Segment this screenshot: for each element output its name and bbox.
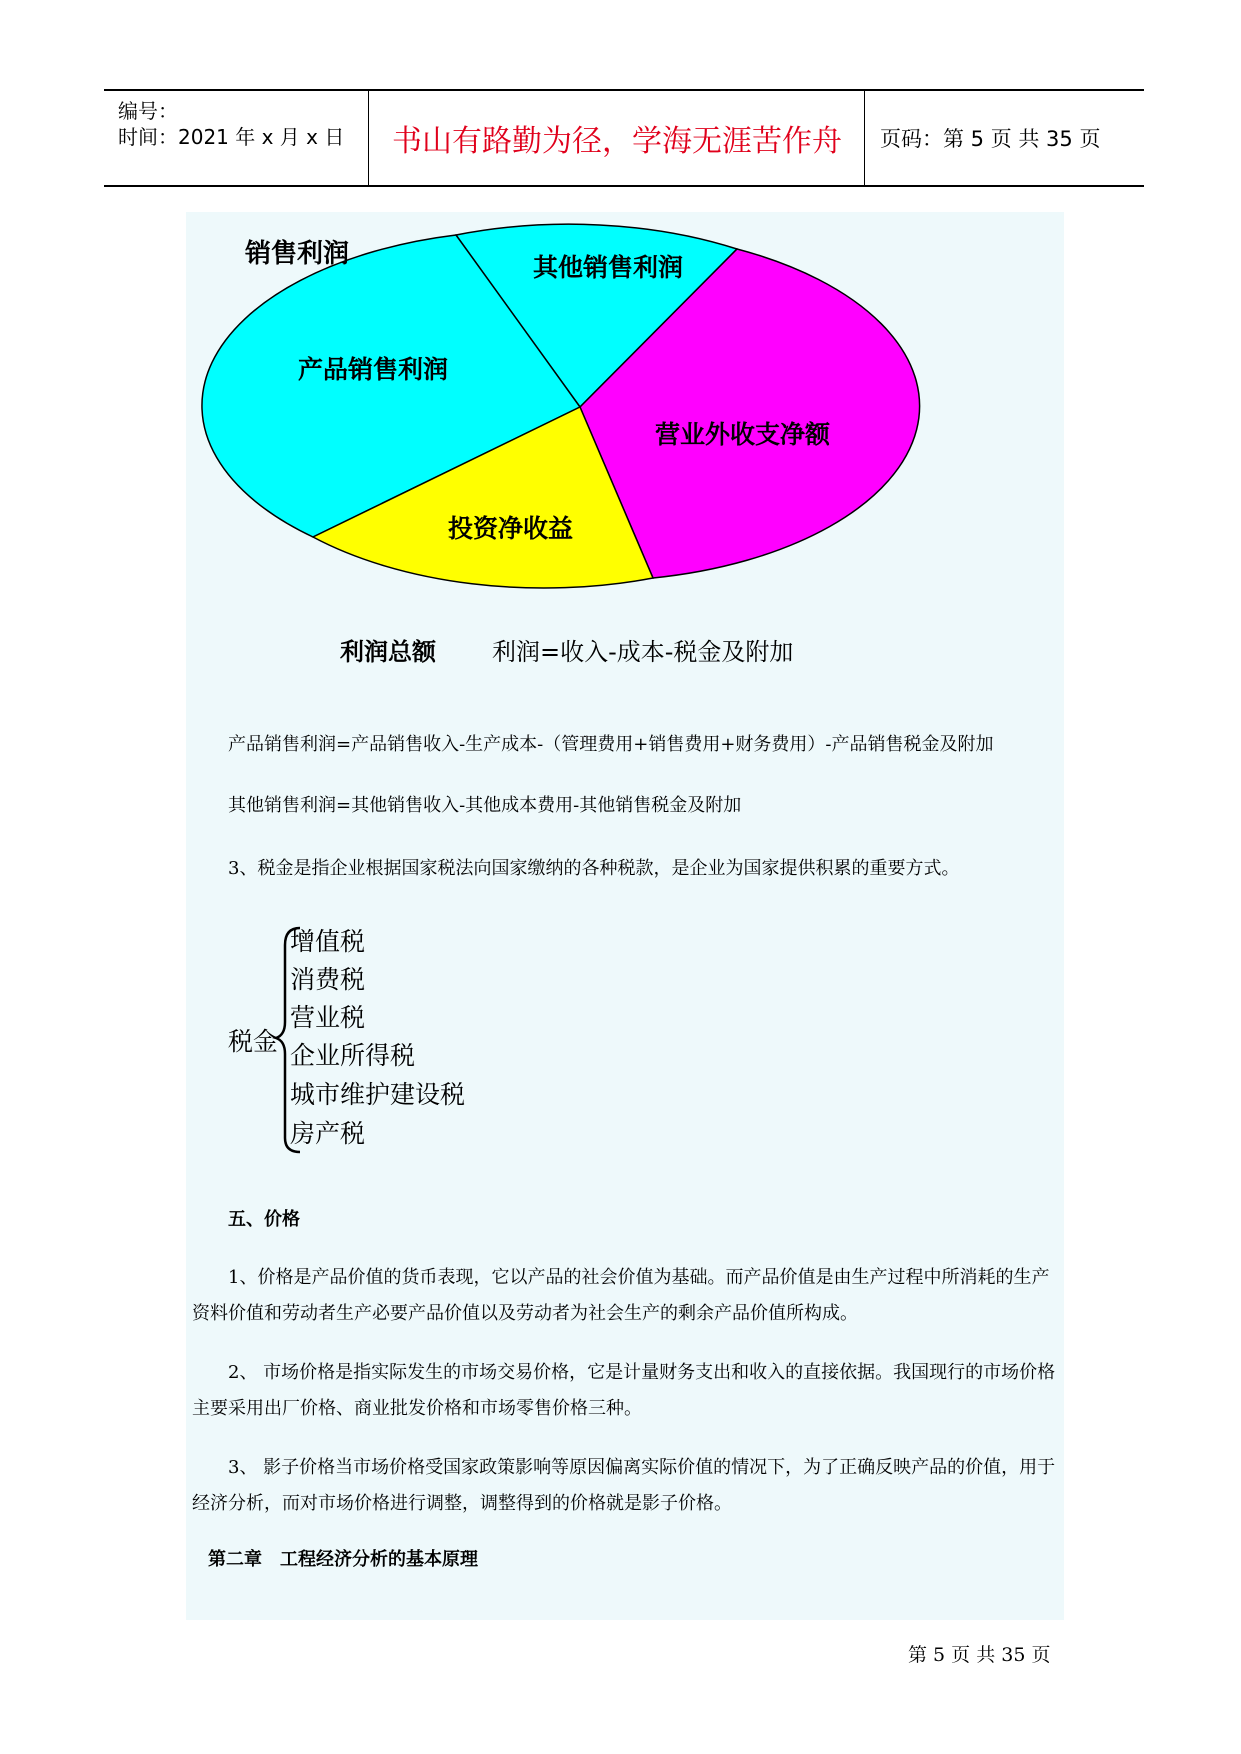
tax-item-property: 房产税 — [290, 1119, 366, 1148]
pie-title: 销售利润 — [245, 239, 350, 269]
pie-total-label: 利润总额 — [340, 638, 436, 666]
header-number: 编号： — [118, 99, 178, 123]
page-footer: 第 5 页 共 35 页 — [908, 1644, 1051, 1666]
pie-label-other-sales: 其他销售利润 — [533, 253, 684, 282]
tax-item-consumption: 消费税 — [290, 965, 366, 994]
pie-label-product-sales: 产品销售利润 — [298, 355, 449, 384]
chapter-2-heading: 第二章 工程经济分析的基本原理 — [208, 1549, 478, 1570]
price-paragraph-1: 1、价格是产品价值的货币表现，它以产品的社会价值为基础。而产品价值是由生产过程中所消耗的生产资料价值和劳动者生产必要产品价值以及劳动者为社会生产的剩余产品价值所构成。 — [192, 1267, 1050, 1324]
header-time: 时间：2021 年 x 月 x 日 — [118, 125, 345, 149]
section-heading-price: 五、价格 — [228, 1209, 300, 1230]
pie-label-investment: 投资净收益 — [448, 514, 574, 543]
formula-product-sales: 产品销售利润=产品销售收入-生产成本-（管理费用+销售费用+财务费用）-产品销售税金及附加 — [228, 734, 994, 755]
header-motto: 书山有路勤为径，学海无涯苦作舟 — [370, 91, 865, 185]
header-page: 页码：第 5 页 共 35 页 — [880, 127, 1101, 151]
pie-label-non-operating: 营业外收支净额 — [655, 420, 831, 449]
pie-formula: 利润=收入-成本-税金及附加 — [492, 638, 794, 666]
tax-item-vat: 增值税 — [290, 927, 366, 956]
price-paragraph-2: 2、 市场价格是指实际发生的市场交易价格，它是计量财务支出和收入的直接依据。我国现行的市场价格主要采用出厂价格、商业批发价格和市场零售价格三种。 — [192, 1362, 1056, 1419]
tax-item-income: 企业所得税 — [290, 1041, 416, 1070]
formula-other-sales: 其他销售利润=其他销售收入-其他成本费用-其他销售税金及附加 — [228, 795, 742, 816]
tax-root-label: 税金 — [228, 1027, 279, 1056]
tax-item-urban-construction: 城市维护建设税 — [290, 1080, 466, 1109]
price-paragraph-3: 3、 影子价格当市场价格受国家政策影响等原因偏离实际价值的情况下，为了正确反映产品的价值，用于经济分析，而对市场价格进行调整，调整得到的价格就是影子价格。 — [192, 1457, 1056, 1514]
tax-definition: 3、税金是指企业根据国家税法向国家缴纳的各种税款，是企业为国家提供积累的重要方式。 — [228, 858, 960, 879]
tax-item-business: 营业税 — [290, 1003, 366, 1032]
